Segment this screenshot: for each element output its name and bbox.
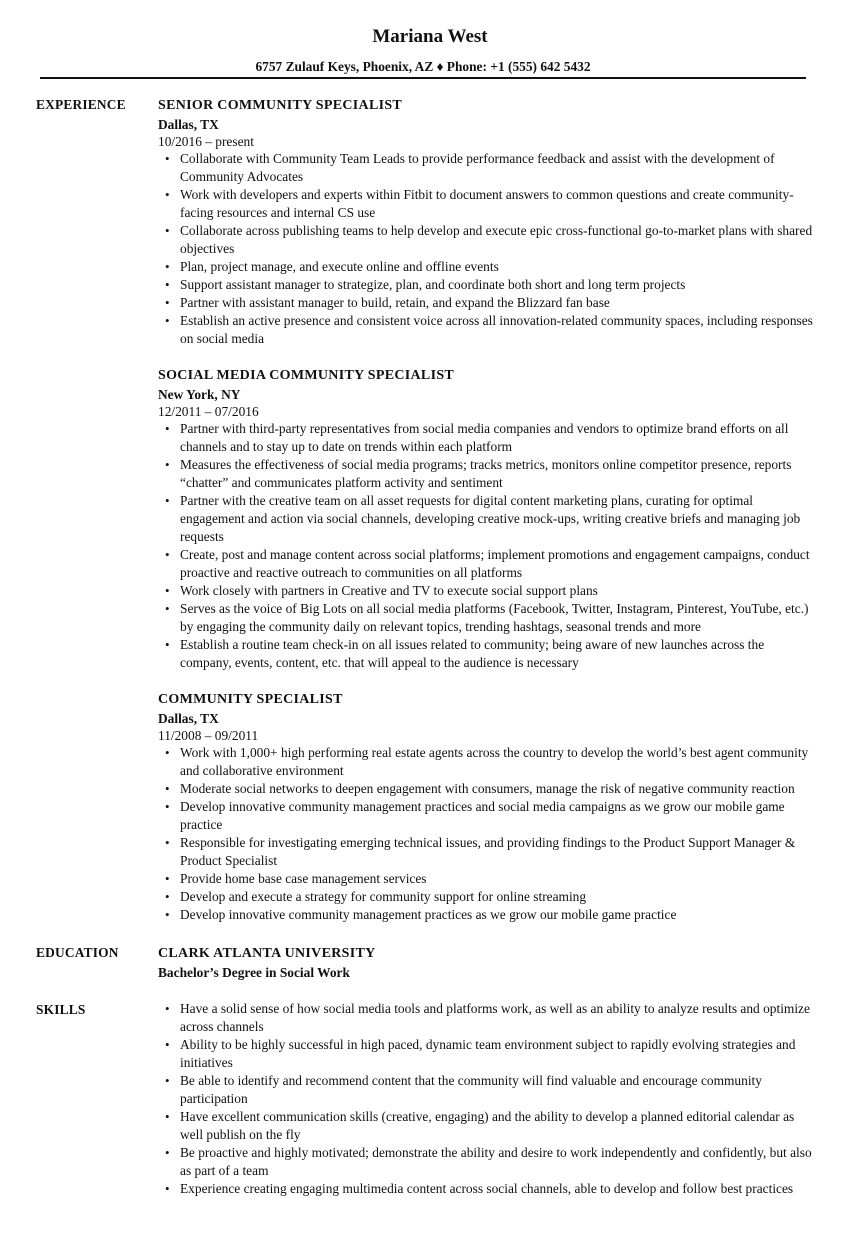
job-bullet: • Moderate social networks to deepen engagement with consumers, manage the risk of negative community reaction bbox=[180, 780, 818, 798]
job-bullet: • Work closely with partners in Creative and TV to execute social support plans bbox=[180, 582, 818, 600]
job-entry bbox=[158, 690, 818, 924]
job-entry bbox=[158, 366, 818, 672]
degree-name: Bachelor’s Degree in Social Work bbox=[158, 965, 350, 980]
candidate-name: Mariana West bbox=[372, 26, 488, 47]
job-bullet: • Partner with the creative team on all asset requests for digital content marketing plans, curating for optimal engagement and action via social channels, developing creative mock-ups, writing creative briefs and managing job requests bbox=[180, 492, 818, 546]
skill-item: • Experience creating engaging multimedia content across social channels, able to develop and follow best practices bbox=[180, 1180, 818, 1198]
contact-line: 6757 Zulauf Keys, Phoenix, AZ ♦ Phone: +1 (555) 642 5432 bbox=[255, 59, 591, 74]
job-bullet: • Establish an active presence and consistent voice across all innovation-related community spaces, including responses on social media bbox=[180, 312, 818, 348]
skills-heading: SKILLS bbox=[36, 1002, 86, 1017]
job-bullet: • Support assistant manager to strategize, plan, and coordinate both short and long term projects bbox=[180, 276, 818, 294]
job-bullet: • Develop innovative community management practices and social media campaigns as we grow our mobile game practice bbox=[180, 798, 818, 834]
job-dates: 10/2016 – present bbox=[158, 134, 254, 149]
job-bullet: • Partner with assistant manager to build, retain, and expand the Blizzard fan base bbox=[180, 294, 818, 312]
school-name: CLARK ATLANTA UNIVERSITY bbox=[158, 946, 376, 961]
job-location: New York, NY bbox=[158, 387, 241, 402]
education-heading: EDUCATION bbox=[36, 945, 119, 960]
job-bullets bbox=[158, 744, 818, 924]
job-bullet: • Measures the effectiveness of social media programs; tracks metrics, monitors online competitor presence, reports “chatter” and communicates platform activity and sentiment bbox=[180, 456, 818, 492]
job-bullet: • Work with 1,000+ high performing real estate agents across the country to develop the world’s best agent community and collaborative environment bbox=[180, 744, 818, 780]
job-title: COMMUNITY SPECIALIST bbox=[158, 692, 343, 707]
job-bullet: • Provide home base case management services bbox=[180, 870, 818, 888]
header-divider bbox=[40, 77, 806, 79]
education-body bbox=[158, 944, 818, 982]
skills-list bbox=[158, 1000, 818, 1198]
job-location: Dallas, TX bbox=[158, 711, 219, 726]
skills-section bbox=[0, 1000, 860, 1198]
experience-list bbox=[158, 96, 818, 924]
job-bullet: • Develop and execute a strategy for community support for online streaming bbox=[180, 888, 818, 906]
job-title: SENIOR COMMUNITY SPECIALIST bbox=[158, 98, 403, 113]
skill-item: • Have a solid sense of how social media tools and platforms work, as well as an ability to analyze results and optimize across channels bbox=[180, 1000, 818, 1036]
job-bullet: • Collaborate with Community Team Leads to provide performance feedback and assist with the development of Community Advocates bbox=[180, 150, 818, 186]
experience-section bbox=[0, 96, 860, 924]
skill-item: • Be able to identify and recommend content that the community will find valuable and encourage community participation bbox=[180, 1072, 818, 1108]
job-bullet: • Responsible for investigating emerging technical issues, and providing findings to the Product Support Manager & Product Specialist bbox=[180, 834, 818, 870]
job-bullet: • Establish a routine team check-in on all issues related to community; being aware of new launches across the company, events, content, etc. that will appeal to the audience is necessary bbox=[180, 636, 818, 672]
resume-body bbox=[0, 96, 860, 1198]
job-entry bbox=[158, 96, 818, 348]
job-dates: 11/2008 – 09/2011 bbox=[158, 728, 259, 743]
job-bullet: • Plan, project manage, and execute online and offline events bbox=[180, 258, 818, 276]
job-bullet: • Develop innovative community management practices as we grow our mobile game practice bbox=[180, 906, 818, 924]
job-bullets bbox=[158, 420, 818, 672]
job-bullet: • Partner with third-party representatives from social media companies and vendors to optimize brand efforts on all channels and to stay up to date on trends within each platform bbox=[180, 420, 818, 456]
skill-item: • Ability to be highly successful in high paced, dynamic team environment subject to rapidly evolving strategies and initiatives bbox=[180, 1036, 818, 1072]
skills-body bbox=[158, 1000, 818, 1198]
job-title: SOCIAL MEDIA COMMUNITY SPECIALIST bbox=[158, 368, 455, 383]
job-bullet: • Collaborate across publishing teams to help develop and execute epic cross-functional go-to-market plans with shared objectives bbox=[180, 222, 818, 258]
job-bullet: • Create, post and manage content across social platforms; implement promotions and engagement campaigns, conduct proactive and reactive outreach to communities on all platforms bbox=[180, 546, 818, 582]
experience-heading: EXPERIENCE bbox=[36, 97, 126, 112]
job-bullet: • Serves as the voice of Big Lots on all social media platforms (Facebook, Twitter, Instagram, Pinterest, YouTube, etc.) by engaging the community daily on relevant topics, trending hashtags, seasonal trends and more bbox=[180, 600, 818, 636]
job-dates: 12/2011 – 07/2016 bbox=[158, 404, 259, 419]
job-bullet: • Work with developers and experts within Fitbit to document answers to common questions and create community-facing resources and internal CS use bbox=[180, 186, 818, 222]
job-location: Dallas, TX bbox=[158, 117, 219, 132]
job-bullets bbox=[158, 150, 818, 348]
skill-item: • Be proactive and highly motivated; demonstrate the ability and desire to work independently and confidently, but also as part of a team bbox=[180, 1144, 818, 1180]
education-section bbox=[0, 944, 860, 982]
skill-item: • Have excellent communication skills (creative, engaging) and the ability to develop a planned editorial calendar as well publish on the fly bbox=[180, 1108, 818, 1144]
